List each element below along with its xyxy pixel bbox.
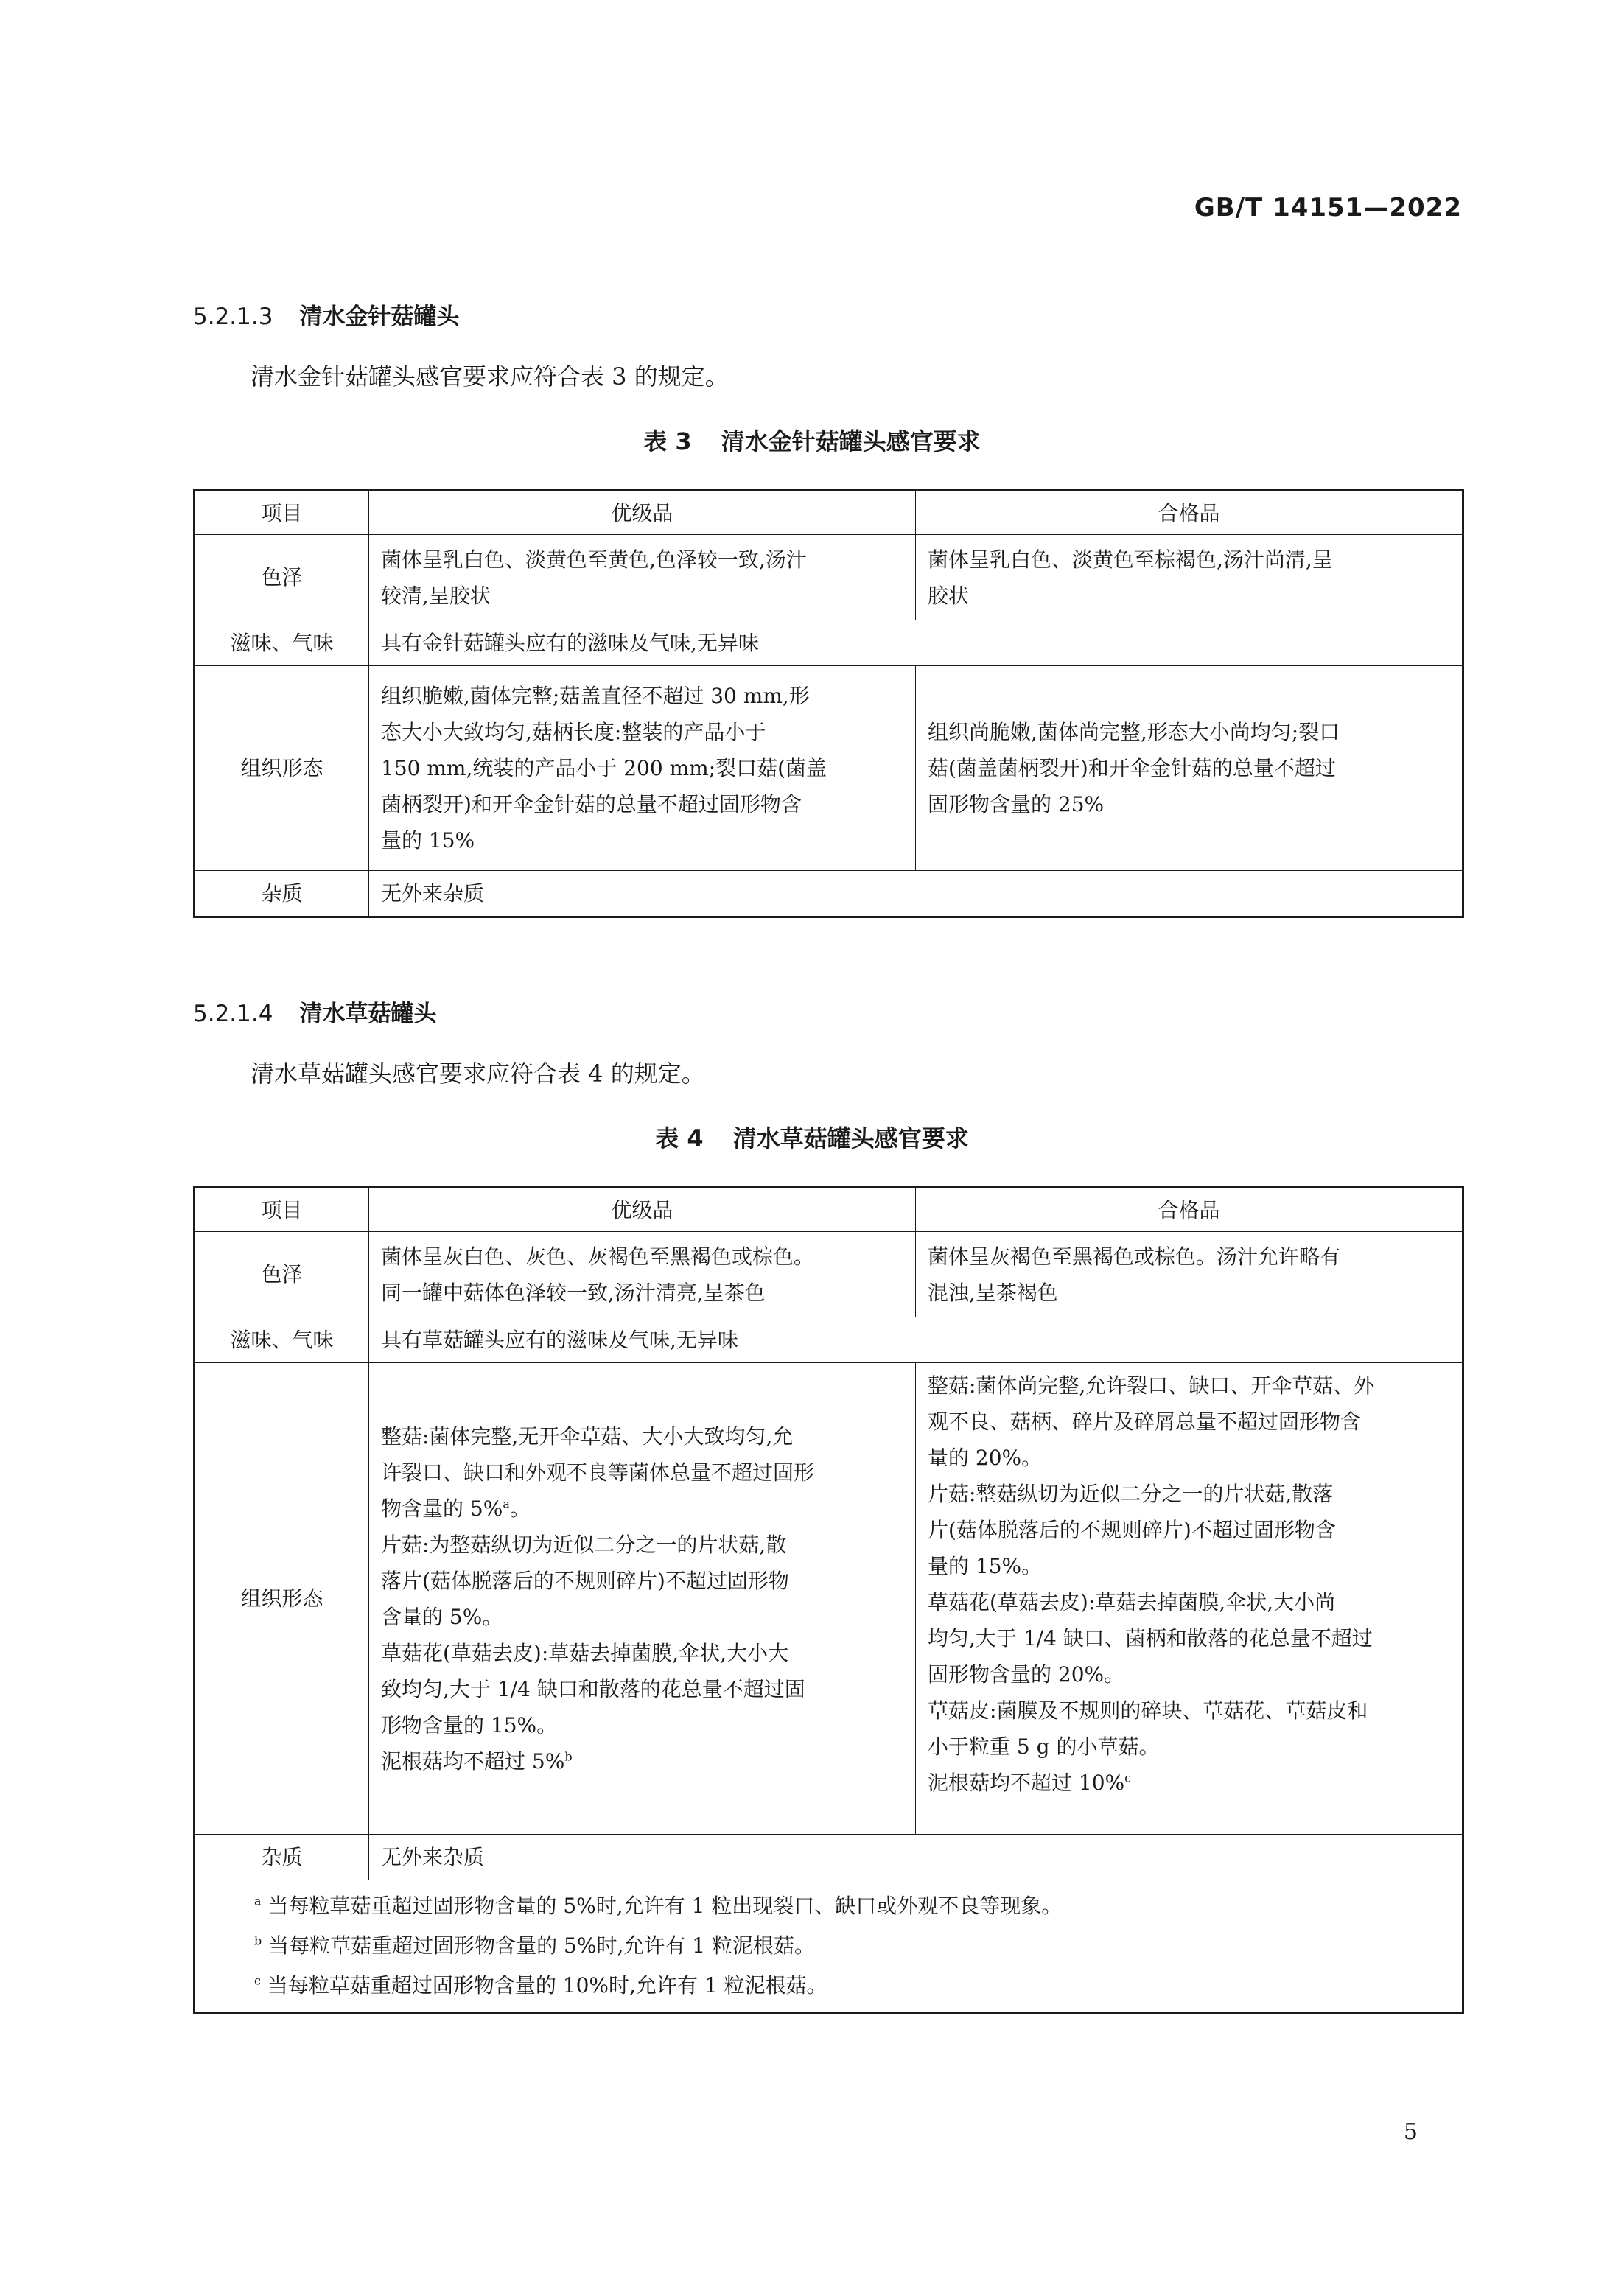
text-line: 胶状 [928, 583, 970, 608]
row-label: 色泽 [195, 1232, 369, 1317]
section-heading-5-2-1-3 [193, 298, 459, 331]
text-line: 片菇:为整菇纵切为近似二分之一的片状菇,散 [381, 1532, 787, 1557]
text-line: 菌体呈灰褐色至黑褐色或棕色。汤汁允许略有 [928, 1244, 1341, 1269]
note-text: 当每粒草菇重超过固形物含量的 5%时,允许有 1 粒泥根菇。 [268, 1933, 815, 1958]
text-line: 菌体呈乳白色、淡黄色至黄色,色泽较一致,汤汁 [381, 547, 807, 572]
table-number: 表 3 [643, 427, 692, 455]
text-line: 较清,呈胶状 [381, 583, 491, 608]
page-number: 5 [1403, 2119, 1418, 2145]
section-title: 清水草菇罐头 [299, 1001, 437, 1027]
section-paragraph: 清水草菇罐头感官要求应符合表 4 的规定。 [251, 1060, 705, 1088]
text-line: 菌柄裂开)和开伞金针菇的总量不超过固形物含 [381, 792, 802, 816]
text-line: 固形物含量的 20%。 [928, 1662, 1125, 1687]
table-row-texture [195, 1363, 1463, 1835]
text-line: 片(菇体脱落后的不规则碎片)不超过固形物含 [928, 1518, 1336, 1542]
qualified-cell [916, 666, 1463, 871]
table-row-color [195, 1232, 1463, 1317]
row-label: 杂质 [195, 871, 369, 917]
qualified-cell [916, 1232, 1463, 1317]
section-number: 5.2.1.3 [193, 304, 273, 330]
qualified-cell [916, 1363, 1463, 1835]
text-line: 菌体呈灰白色、灰色、灰褐色至黑褐色或棕色。 [381, 1244, 815, 1269]
header-item: 项目 [195, 1188, 369, 1232]
text-line: 含量的 5%。 [381, 1604, 503, 1629]
table-row-taste [195, 1317, 1463, 1363]
table-3-caption [0, 423, 1624, 457]
text-line: 片菇:整菇纵切为近似二分之一的片状菇,散落 [928, 1482, 1334, 1506]
note-b [254, 1926, 1432, 1966]
premium-cell [369, 1232, 916, 1317]
text-line-with-note-c [928, 1765, 1450, 1801]
footnote-mark-a: a [503, 1496, 510, 1511]
table-title: 清水草菇罐头感官要求 [732, 1124, 969, 1152]
table-row-taste [195, 620, 1463, 666]
text-line: 泥根菇均不超过 10% [928, 1771, 1125, 1795]
merged-cell: 无外来杂质 [369, 871, 1463, 917]
text-line: 草菇花(草菇去皮):草菇去掉菌膜,伞状,大小大 [381, 1640, 789, 1665]
table-notes-row [195, 1880, 1463, 2013]
text-line: 观不良、菇柄、碎片及碎屑总量不超过固形物含 [928, 1410, 1362, 1434]
table-4-caption [0, 1120, 1624, 1154]
note-mark: c [254, 1973, 261, 1988]
footnote-mark-b: b [564, 1749, 573, 1764]
header-premium: 优级品 [369, 491, 916, 535]
section-number: 5.2.1.4 [193, 1001, 273, 1027]
text-line: 同一罐中菇体色泽较一致,汤汁清亮,呈茶色 [381, 1280, 766, 1305]
text-line: 整菇:菌体完整,无开伞草菇、大小大致均匀,允 [381, 1424, 794, 1449]
header-qualified: 合格品 [916, 1188, 1463, 1232]
note-text: 当每粒草菇重超过固形物含量的 5%时,允许有 1 粒出现裂口、缺口或外观不良等现象。 [267, 1894, 1063, 1918]
text-line: 许裂口、缺口和外观不良等菌体总量不超过固形 [381, 1460, 815, 1485]
merged-cell: 具有金针菇罐头应有的滋味及气味,无异味 [369, 620, 1463, 666]
table-row-texture [195, 666, 1463, 871]
table-header-row [195, 491, 1463, 535]
table-3 [193, 489, 1464, 918]
row-label: 滋味、气味 [195, 620, 369, 666]
premium-cell [369, 666, 916, 871]
note-a [254, 1886, 1432, 1926]
footnote-mark-c: c [1124, 1771, 1132, 1785]
table-row-impurity [195, 871, 1463, 917]
row-label: 色泽 [195, 535, 369, 620]
premium-cell [369, 535, 916, 620]
row-label: 组织形态 [195, 666, 369, 871]
text-line: 草菇花(草菇去皮):草菇去掉菌膜,伞状,大小尚 [928, 1590, 1336, 1614]
premium-cell [369, 1363, 916, 1835]
text-line: 组织脆嫩,菌体完整;菇盖直径不超过 30 mm,形 [381, 684, 810, 708]
section-heading-5-2-1-4 [193, 995, 436, 1028]
row-label: 杂质 [195, 1835, 369, 1880]
header-qualified: 合格品 [916, 491, 1463, 535]
note-mark: a [254, 1894, 262, 1908]
standard-code: GB/T 14151—2022 [1194, 193, 1462, 223]
text-line: 均匀,大于 1/4 缺口、菌柄和散落的花总量不超过 [928, 1626, 1373, 1650]
text-line: 菌体呈乳白色、淡黄色至棕褐色,汤汁尚清,呈 [928, 547, 1333, 572]
text-line: 固形物含量的 25% [928, 792, 1105, 816]
text-line: 物含量的 5% [381, 1496, 503, 1521]
table-4 [193, 1186, 1464, 2014]
text-line: 混浊,呈茶褐色 [928, 1280, 1058, 1305]
table-header-row [195, 1188, 1463, 1232]
header-item: 项目 [195, 491, 369, 535]
row-label: 组织形态 [195, 1363, 369, 1835]
text-line: 态大小大致均匀,菇柄长度:整装的产品小于 [381, 720, 766, 744]
table-notes [195, 1880, 1463, 2013]
text-line: 形物含量的 15%。 [381, 1712, 558, 1737]
merged-cell: 具有草菇罐头应有的滋味及气味,无异味 [369, 1317, 1463, 1363]
text-line: 150 mm,统装的产品小于 200 mm;裂口菇(菌盖 [381, 756, 827, 780]
section-title: 清水金针菇罐头 [299, 304, 460, 330]
table-row-impurity [195, 1835, 1463, 1880]
note-mark: b [254, 1933, 262, 1948]
text-line: 量的 15%。 [928, 1554, 1043, 1578]
section-paragraph: 清水金针菇罐头感官要求应符合表 3 的规定。 [251, 363, 729, 391]
table-title: 清水金针菇罐头感官要求 [721, 427, 981, 455]
text-line: 菇(菌盖菌柄裂开)和开伞金针菇的总量不超过 [928, 756, 1336, 780]
text-line-with-note-a [381, 1491, 903, 1527]
row-label: 滋味、气味 [195, 1317, 369, 1363]
table-number: 表 4 [655, 1124, 704, 1152]
note-c [254, 1966, 1432, 2006]
qualified-cell [916, 535, 1463, 620]
merged-cell: 无外来杂质 [369, 1835, 1463, 1880]
note-text: 当每粒草菇重超过固形物含量的 10%时,允许有 1 粒泥根菇。 [267, 1973, 827, 1998]
text-line: 整菇:菌体尚完整,允许裂口、缺口、开伞草菇、外 [928, 1373, 1375, 1398]
text-line: 量的 20%。 [928, 1446, 1043, 1470]
text-line: 致均匀,大于 1/4 缺口和散落的花总量不超过固 [381, 1676, 805, 1701]
text-line: 落片(菇体脱落后的不规则碎片)不超过固形物 [381, 1568, 789, 1593]
text-line-with-note-b [381, 1743, 903, 1779]
text-line: 泥根菇均不超过 5% [381, 1748, 565, 1774]
table-row-color [195, 535, 1463, 620]
text-line: 小于粒重 5 g 的小草菇。 [928, 1734, 1160, 1759]
text-line: 草菇皮:菌膜及不规则的碎块、草菇花、草菇皮和 [928, 1698, 1368, 1723]
text-line: 组织尚脆嫩,菌体尚完整,形态大小尚均匀;裂口 [928, 720, 1340, 744]
header-premium: 优级品 [369, 1188, 916, 1232]
text-tail: 。 [509, 1496, 531, 1521]
text-line: 量的 15% [381, 828, 475, 853]
